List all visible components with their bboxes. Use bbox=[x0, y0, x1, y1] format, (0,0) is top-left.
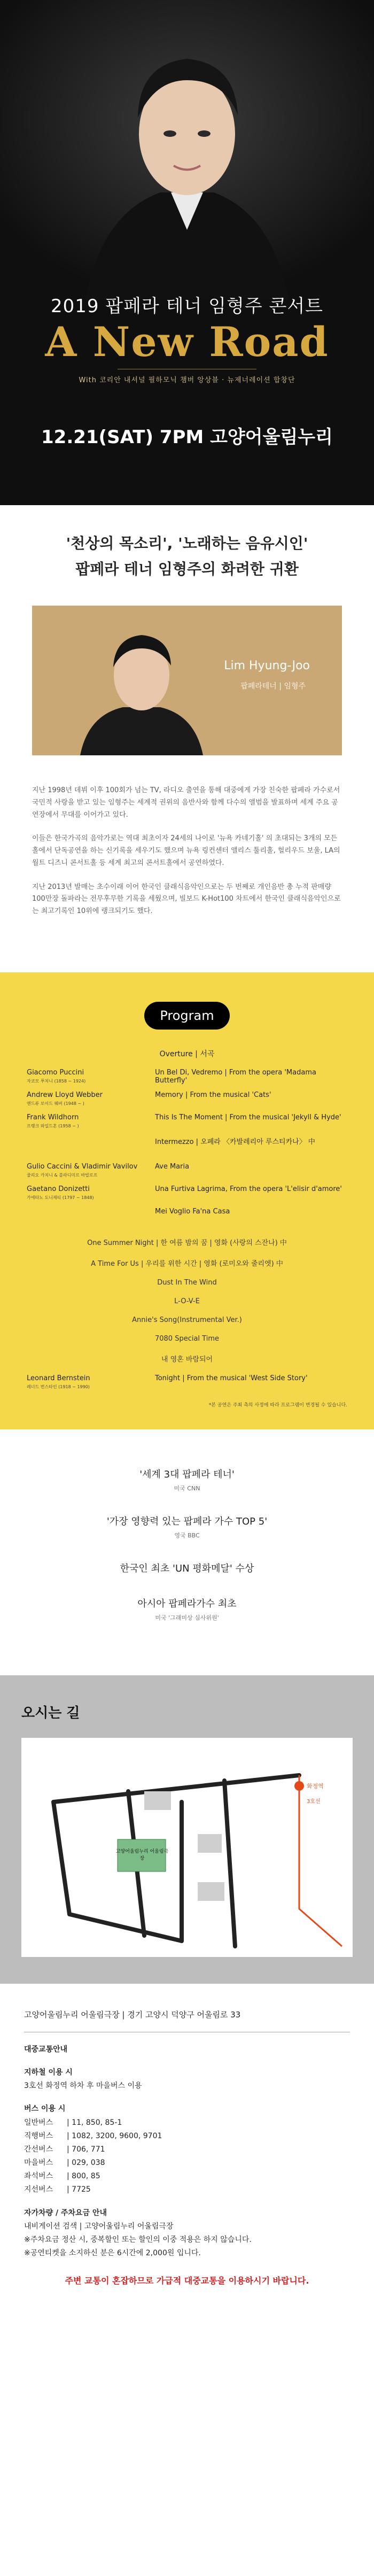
traffic-warning: 주변 교통이 혼잡하므로 가급적 대중교통을 이용하시기 바랍니다. bbox=[65, 2276, 309, 2286]
bus-row bbox=[24, 2116, 350, 2130]
bus-type: 일반버스 bbox=[24, 2118, 53, 2127]
program-row bbox=[27, 1069, 347, 1085]
profile-name-en: Lim Hyung-Joo bbox=[224, 659, 310, 672]
directions-title: 오시는 길 bbox=[21, 1705, 80, 1721]
hero-title: A New Road bbox=[45, 318, 329, 366]
hero-subtitle: With 코리안 내셔널 필하모닉 챔버 앙상블 · 뉴제너레이션 합창단 bbox=[79, 376, 295, 384]
press-source: 미국 CNN bbox=[174, 1484, 200, 1492]
bus-numbers: | 11, 850, 85-1 bbox=[67, 2118, 122, 2127]
profile-name-kr: 팝페라테너 | 임형주 bbox=[240, 682, 306, 691]
program-row bbox=[27, 1136, 347, 1152]
bus-numbers: | 029, 038 bbox=[67, 2159, 105, 2168]
program-row bbox=[27, 1113, 347, 1130]
program-row bbox=[27, 1185, 347, 1201]
map-line-label: 3호선 bbox=[307, 1798, 321, 1805]
transit-info bbox=[0, 1984, 374, 2305]
press-section bbox=[0, 1429, 374, 1675]
press-quote-text: '세계 3대 팝페라 테너' bbox=[139, 1468, 235, 1480]
press-quote-text: '가장 영향력 있는 팝페라 가수 TOP 5' bbox=[106, 1515, 268, 1527]
program-list-2 bbox=[27, 1163, 347, 1224]
center-song: 7080 Special Time bbox=[154, 1334, 219, 1343]
press-source: 영국 BBC bbox=[174, 1531, 200, 1539]
press-quote bbox=[0, 1561, 374, 1575]
parking-block bbox=[24, 2207, 350, 2261]
bus-row bbox=[24, 2130, 350, 2143]
program-row bbox=[27, 1163, 347, 1179]
song-title: Mei Voglio Fa'na Casa bbox=[155, 1207, 230, 1216]
parking-line: 내비게이션 검색 | 고양어울림누리 어울림극장 bbox=[24, 2222, 174, 2231]
profile-card bbox=[32, 606, 342, 755]
composer-meta: 프랭크 와일드혼 (1958 ~ ) bbox=[27, 1123, 79, 1128]
composer-name: Leonard Bernstein bbox=[27, 1374, 90, 1382]
bus-numbers: | 1082, 3200, 9600, 9701 bbox=[67, 2131, 162, 2140]
bio-paragraph: 지난 2013년 발매는 초수이래 이어 한국인 클래식음악인으로는 두 번째로 개인음반 총 누적 판매량 100만장 돌파라는 전무후무한 기록을 세웠으며, 빌보드 K-Hot100 차트에서 한국인 클래식음악인으로는 최고기록인 10위에 랭크되기도 했다. bbox=[32, 883, 341, 915]
parking-heading: 자가차량 / 주차요금 안내 bbox=[24, 2208, 107, 2217]
press-source: 미국 '그래미상 심사위원' bbox=[155, 1614, 219, 1621]
bus-type: 지선버스 bbox=[24, 2185, 53, 2194]
program-center-list bbox=[27, 1237, 347, 1364]
song-title: This Is The Moment | From the musical 'Jekyll & Hyde' bbox=[155, 1113, 341, 1121]
press-quote-text: 아시아 팝페라가수 최초 bbox=[137, 1598, 237, 1610]
public-transport-heading: 대중교통안내 bbox=[24, 2045, 68, 2054]
composer-meta: 줄리오 카치니 & 블라디미르 바빌로프 bbox=[27, 1172, 98, 1178]
map-station-label: 화정역 bbox=[307, 1782, 324, 1790]
composer-name: Andrew Lloyd Webber bbox=[27, 1090, 103, 1099]
tenor-portrait bbox=[0, 0, 374, 299]
public-transport-block bbox=[24, 2043, 350, 2056]
composer-meta: 가에타노 도니제티 (1797 ~ 1848) bbox=[27, 1195, 94, 1200]
bio-paragraph: 지난 1998년 데뷔 이후 100회가 넘는 TV, 라디오 출연을 통해 대중에게 가장 친숙한 팝페라 가수로서 국민적 사랑을 받고 있는 임형주는 세계적 권위의 음반사와 함께 다수의 앨범을 발표하며 세계 주요 공연장에서 무대를 이어가고 있다. bbox=[32, 786, 340, 819]
program-row-final bbox=[27, 1374, 347, 1390]
bus-row bbox=[24, 2156, 350, 2170]
bus-type: 간선버스 bbox=[24, 2145, 53, 2154]
bus-row bbox=[24, 2170, 350, 2183]
center-song: A Time For Us | 우리를 위한 시간 | 영화 (로미오와 줄리엣) 中 bbox=[91, 1259, 283, 1268]
bus-heading: 버스 이용 시 bbox=[24, 2105, 66, 2114]
parking-line: ※주차요금 정산 시, 중복할인 또는 할인의 이중 적용은 하지 않습니다. bbox=[24, 2235, 252, 2244]
bio-text bbox=[32, 785, 342, 918]
program-badge: Program bbox=[144, 1002, 230, 1030]
program-row bbox=[27, 1091, 347, 1107]
venue-address: 고양어울림누리 어울림극장 | 경기 고양시 덕양구 어울림로 33 bbox=[24, 2008, 350, 2032]
song-title: Tonight | From the musical 'West Side Story' bbox=[155, 1374, 308, 1382]
intro-headline-1: '천상의 목소리', '노래하는 음유시인' bbox=[66, 535, 308, 552]
program-section bbox=[0, 972, 374, 1429]
bus-numbers: | 7725 bbox=[67, 2185, 91, 2194]
subway-block bbox=[24, 2066, 350, 2093]
map-graphic bbox=[21, 1738, 353, 1957]
program-row bbox=[27, 1208, 347, 1224]
program-list-1 bbox=[27, 1069, 347, 1152]
intro-section bbox=[0, 505, 374, 951]
composer-meta: 자코모 푸치니 (1858 ~ 1924) bbox=[27, 1078, 86, 1084]
bus-row bbox=[24, 2183, 350, 2196]
hero-section bbox=[0, 0, 374, 505]
bus-type: 좌석버스 bbox=[24, 2172, 53, 2181]
song-title: Una Furtiva Lagrima, From the opera 'L'elisir d'amore' bbox=[155, 1185, 342, 1193]
center-song: L-O-V-E bbox=[174, 1297, 200, 1305]
bus-type: 마을버스 bbox=[24, 2159, 53, 2168]
hero-date-line: 12.21(SAT) 7PM 고양어울림누리 bbox=[41, 427, 333, 448]
parking-line: ※공연티켓을 소지하신 분은 6시간에 2,000원 입니다. bbox=[24, 2249, 201, 2258]
center-song: 내 영혼 바람되어 bbox=[161, 1355, 213, 1364]
directions-section bbox=[0, 1675, 374, 1984]
composer-name: Frank Wildhorn bbox=[27, 1113, 79, 1121]
press-quote-text: 한국인 최초 'UN 평화메달' 수상 bbox=[120, 1562, 254, 1574]
bus-row bbox=[24, 2143, 350, 2156]
center-song: Annie's Song(Instrumental Ver.) bbox=[132, 1316, 242, 1324]
press-quote bbox=[0, 1514, 374, 1540]
hero-year-line: 2019 팝페라 테너 임형주 콘서트 bbox=[50, 296, 324, 317]
press-quote bbox=[0, 1596, 374, 1622]
song-title: Memory | From the musical 'Cats' bbox=[155, 1090, 271, 1099]
bus-numbers: | 706, 771 bbox=[67, 2145, 105, 2154]
intermezzo-title: Intermezzo | 오페라 〈카발레리아 루스티카나〉 中 bbox=[155, 1138, 315, 1146]
center-song: Dust In The Wind bbox=[157, 1278, 217, 1287]
composer-name: Giacomo Puccini bbox=[27, 1068, 84, 1077]
program-note: *본 공연은 주최 측의 사정에 따라 프로그램이 변경될 수 있습니다. bbox=[208, 1402, 347, 1408]
program-overture: Overture | 서곡 bbox=[159, 1049, 215, 1058]
song-title: Ave Maria bbox=[155, 1162, 190, 1171]
bio-paragraph: 이들은 한국가곡의 음악가로는 역대 최초이자 24세의 나이로 '뉴욕 카네기홀' 의 초대되는 3개의 모든 홀에서 단독공연을 하는 신기록을 세우기도 했으며 뉴욕 링컨센터 앨리스 툴리홀, 헐리우드 보울, LA의 월트 디즈니 콘서트홀 등 세계 최고의 콘서트홀에서 공연하였다. bbox=[32, 834, 340, 867]
subway-text: 3호선 화정역 하차 후 마을버스 이용 bbox=[24, 2082, 142, 2091]
bus-block bbox=[24, 2102, 350, 2196]
map-venue-label: 고양어울림누리 어울림극장 bbox=[115, 1848, 169, 1861]
center-song: One Summer Night | 한 여름 밤의 꿈 | 영화 (사랑의 스잔나) 中 bbox=[87, 1239, 287, 1247]
press-quote bbox=[0, 1467, 374, 1492]
song-title: Un Bel Di, Vedremo | From the opera 'Madama Butterfly' bbox=[155, 1068, 316, 1085]
composer-meta: 앤드류 로이드 웨버 (1948 ~ ) bbox=[27, 1101, 84, 1106]
bus-type: 직행버스 bbox=[24, 2131, 53, 2140]
composer-name: Gulio Caccini & Vladimir Vavilov bbox=[27, 1162, 138, 1171]
composer-name: Gaetano Donizetti bbox=[27, 1185, 90, 1193]
subway-heading: 지하철 이용 시 bbox=[24, 2068, 73, 2077]
composer-meta: 레너드 번스타인 (1918 ~ 1990) bbox=[27, 1384, 90, 1389]
intro-headline-2: 팝페라 테너 임형주의 화려한 귀환 bbox=[75, 560, 299, 578]
location-map bbox=[21, 1738, 353, 1957]
bus-numbers: | 800, 85 bbox=[67, 2172, 100, 2181]
